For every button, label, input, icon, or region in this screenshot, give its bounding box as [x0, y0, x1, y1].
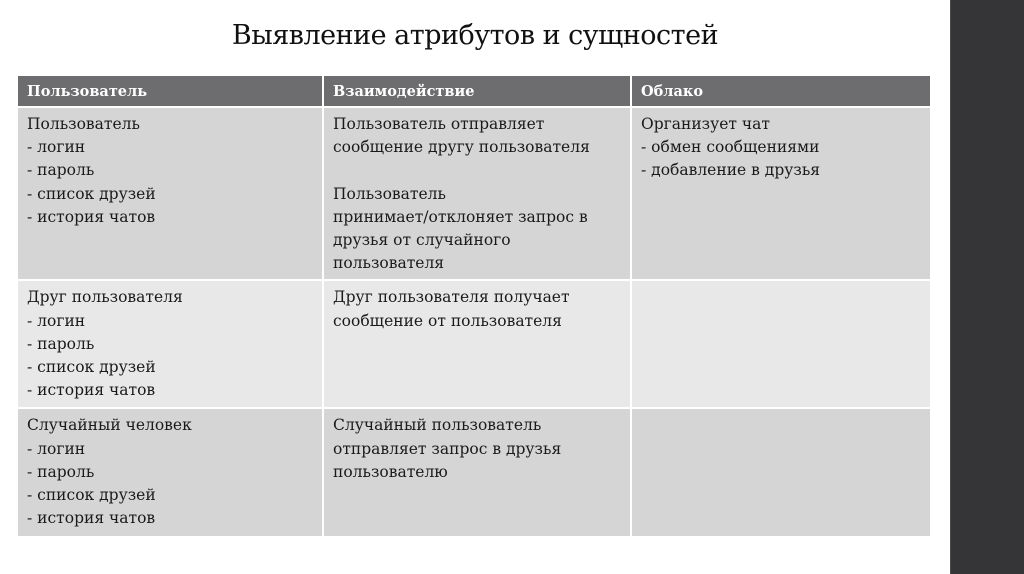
- entity-attribute: - логин: [27, 138, 86, 157]
- entity-attribute: - история чатов: [27, 207, 156, 226]
- interaction-text: пользователю: [333, 462, 448, 481]
- table-header-row: [18, 76, 930, 106]
- cloud-text: - добавление в друзья: [641, 161, 821, 180]
- entity-attribute: - пароль: [27, 161, 95, 180]
- entity-attribute: - история чатов: [27, 381, 156, 400]
- interaction-text: пользователя: [333, 254, 445, 273]
- interaction-text: Пользователь отправляет: [333, 115, 545, 133]
- interaction-cell: [324, 409, 630, 536]
- entity-attribute: - список друзей: [27, 184, 156, 203]
- interaction-text: принимает/отклоняет запрос в: [333, 207, 588, 226]
- cloud-cell: [632, 281, 930, 407]
- entity-attribute: - пароль: [27, 462, 95, 481]
- entity-attribute: - логин: [27, 439, 86, 458]
- interaction-cell: [324, 108, 630, 279]
- interaction-text: сообщение от пользователя: [333, 311, 562, 330]
- presentation-side-panel: [950, 0, 1024, 574]
- entity-attribute: - пароль: [27, 334, 95, 353]
- interaction-text: Случайный пользователь: [333, 416, 542, 435]
- interaction-text: Друг пользователя получает: [333, 288, 570, 307]
- table-row: [18, 108, 930, 279]
- entity-cell: [18, 281, 322, 407]
- cloud-text: Организует чат: [641, 115, 770, 133]
- interaction-text: Пользователь: [333, 184, 446, 203]
- entity-attribute: - история чатов: [27, 509, 156, 528]
- table-row: [18, 281, 930, 407]
- header-user: Пользователь: [18, 76, 322, 106]
- slide-title: Выявление атрибутов и сущностей: [231, 20, 719, 51]
- interaction-text: отправляет запрос в друзья: [333, 439, 562, 458]
- header-cloud: Облако: [632, 76, 930, 106]
- entity-attribute: - логин: [27, 311, 86, 330]
- entity-cell: [18, 409, 322, 536]
- interaction-text: друзья от случайного: [333, 231, 511, 249]
- entity-name: Друг пользователя: [27, 288, 183, 307]
- entities-table: [16, 74, 932, 538]
- cloud-text: - обмен сообщениями: [641, 138, 820, 157]
- entity-attribute: - список друзей: [27, 358, 156, 377]
- table-row: [18, 409, 930, 536]
- paragraph-gap: [333, 159, 621, 182]
- cloud-cell: [632, 409, 930, 536]
- interaction-text: сообщение другу пользователя: [333, 138, 590, 157]
- entity-attribute: - список друзей: [27, 486, 156, 505]
- entity-name: Случайный человек: [27, 416, 192, 435]
- entity-cell: [18, 108, 322, 279]
- header-interaction: Взаимодействие: [324, 76, 630, 106]
- cloud-cell: [632, 108, 930, 279]
- entity-name: Пользователь: [27, 115, 140, 133]
- interaction-cell: [324, 281, 630, 407]
